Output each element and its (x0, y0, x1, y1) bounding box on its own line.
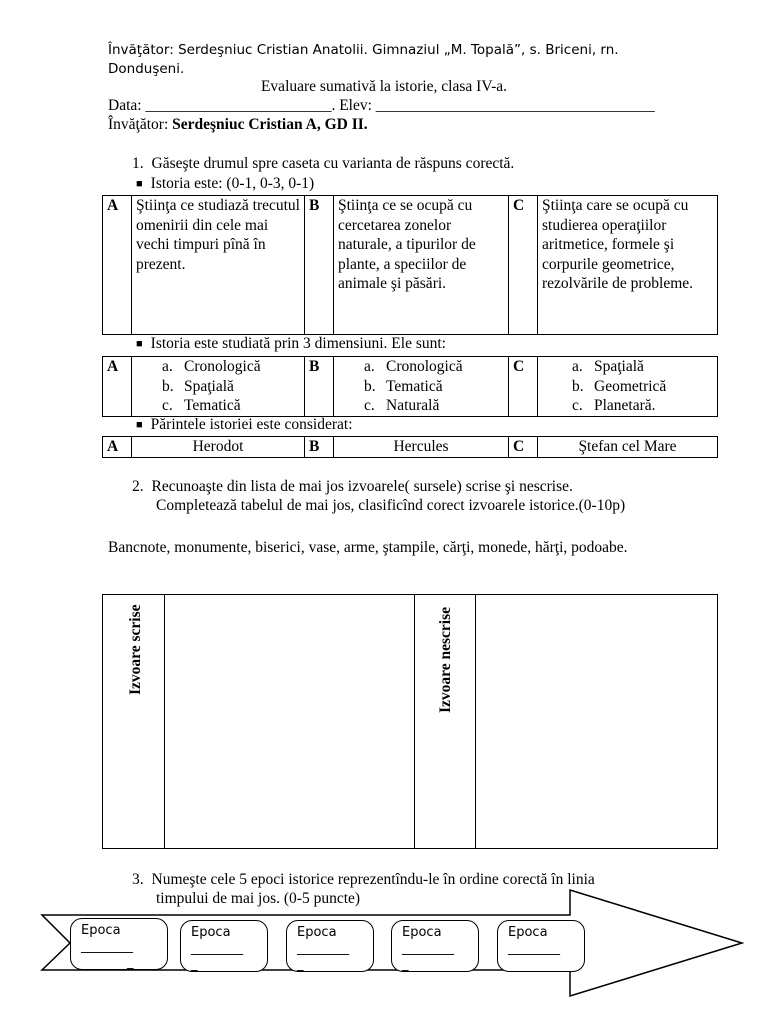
epoch-blank-tail: _ (297, 957, 304, 972)
epoch-blank[interactable]: ________ (81, 939, 133, 954)
epoch-box-5[interactable] (497, 920, 585, 972)
question-1-text: Găseşte drumul spre caseta cu varianta de răspuns corectă. (151, 155, 515, 172)
bullet-icon: ■ (136, 419, 143, 431)
question-3-line1: Numeşte cele 5 epoci istorice reprezentîndu-le în ordine corectă în linia (151, 871, 595, 888)
list-text: Cronologică (386, 358, 463, 375)
list-text: Cronologică (184, 358, 261, 375)
q1-sub1-option-b[interactable]: Ştiinţa ce se ocupă cu cercetarea zonelor naturale, a tipurilor de plante, a speciilor de animale şi păsări. (334, 196, 509, 335)
option-letter-b: B (305, 196, 334, 335)
written-sources-label: Izvoare scrise (127, 604, 144, 695)
option-letter-a: A (103, 196, 132, 335)
list-marker: c. (364, 397, 375, 414)
list-marker: a. (572, 358, 583, 375)
teacher-name: Serdeşniuc Cristian A, GD II. (172, 116, 368, 133)
data-label: Data: (108, 97, 142, 114)
unwritten-sources-label: Izvoare nescrise (437, 606, 454, 713)
elev-blank[interactable]: ____________________________________ (375, 97, 655, 114)
page-title: Evaluare sumativă la istorie, clasa IV-a. (260, 78, 508, 95)
q1-sub3-prompt-text: Părintele istoriei este considerat: (150, 416, 353, 433)
epoch-blank-tail: _ (191, 957, 198, 972)
epoch-blank-tail: _ (402, 957, 409, 972)
question-2-number: 2. (132, 478, 144, 495)
sources-list: Bancnote, monumente, biserici, vase, arme, ştampile, cărţi, monede, hărţi, podoabe. (108, 539, 628, 556)
list-text: Tematică (386, 377, 443, 395)
epoch-blank[interactable]: ________ (191, 941, 243, 956)
epoch-label: Epoca (81, 923, 121, 938)
option-letter-c: C (509, 196, 538, 335)
data-blank[interactable]: ________________________ (145, 97, 332, 114)
list-text: Geometrică (594, 377, 667, 395)
epoch-label: Epoca (297, 925, 337, 940)
epoch-blank[interactable]: ________ (508, 941, 560, 956)
epoch-label: Epoca (508, 925, 548, 940)
option-letter-a: A (103, 437, 132, 458)
list-text: Spaţială (594, 358, 644, 375)
list-marker: a. (162, 358, 173, 375)
epoch-label: Epoca (191, 925, 231, 940)
option-letter-b: B (305, 437, 334, 458)
epoch-box-1[interactable] (70, 918, 168, 970)
list-marker: b. (572, 377, 584, 395)
q1-sub3-option-c[interactable]: Ştefan cel Mare (538, 437, 718, 458)
list-marker: c. (572, 397, 583, 414)
q1-sub1-prompt-text: Istoria este: (0-1, 0-3, 0-1) (150, 175, 315, 192)
list-marker: a. (364, 358, 375, 375)
question-3-number: 3. (132, 871, 144, 888)
epoch-blank-tail: _ (127, 955, 134, 970)
list-text: Tematică (184, 397, 241, 414)
epoch-label: Epoca (402, 925, 442, 940)
question-2-line2: Completează tabelul de mai jos, clasificînd corect izvoarele istorice.(0-10p) (156, 497, 626, 514)
epoch-blank[interactable]: ________ (297, 941, 349, 956)
question-3-line2: timpului de mai jos. (0-5 puncte) (156, 890, 361, 907)
q1-sub3-option-b[interactable]: Hercules (334, 437, 509, 458)
question-1-number: 1. (132, 155, 144, 172)
epoch-box-2[interactable] (180, 920, 268, 972)
q1-sub3-option-a[interactable]: Herodot (132, 437, 305, 458)
question-2-line1: Recunoaşte din lista de mai jos izvoarele( sursele) scrise şi nescrise. (151, 478, 573, 495)
epoch-box-3[interactable] (286, 920, 374, 972)
epoch-box-4[interactable] (391, 920, 479, 972)
list-text: Spaţială (184, 377, 234, 395)
q1-sub1-option-a[interactable]: Ştiinţa ce studiază trecutul omenirii din cele mai vechi timpuri pînă în prezent. (132, 196, 305, 335)
option-letter-a: A (103, 357, 132, 417)
option-letter-b: B (305, 357, 334, 417)
teacher-header: Învăţător: Serdeşniuc Cristian Anatolii. Gimnaziul „M. Topală”, s. Briceni, rn. Donduşeni. (108, 42, 619, 77)
q1-sub2-prompt-text: Istoria este studiată prin 3 dimensiuni. Ele sunt: (150, 335, 446, 352)
bullet-icon: ■ (136, 178, 143, 190)
elev-label: . Elev: (331, 97, 372, 114)
option-letter-c: C (509, 357, 538, 417)
list-marker: b. (162, 377, 174, 395)
q1-sub1-option-c[interactable]: Ştiinţa care se ocupă cu studierea operaţiilor aritmetice, formele şi corpurile geometrice, rezolvările de probleme. (538, 196, 718, 335)
list-text: Naturală (386, 397, 440, 414)
teacher-label: Învăţător: (108, 116, 169, 133)
bullet-icon: ■ (136, 338, 143, 350)
option-letter-c: C (509, 437, 538, 458)
list-marker: c. (162, 397, 173, 414)
list-text: Planetară. (594, 397, 656, 414)
list-marker: b. (364, 377, 376, 395)
epoch-blank[interactable]: ________ (402, 941, 454, 956)
